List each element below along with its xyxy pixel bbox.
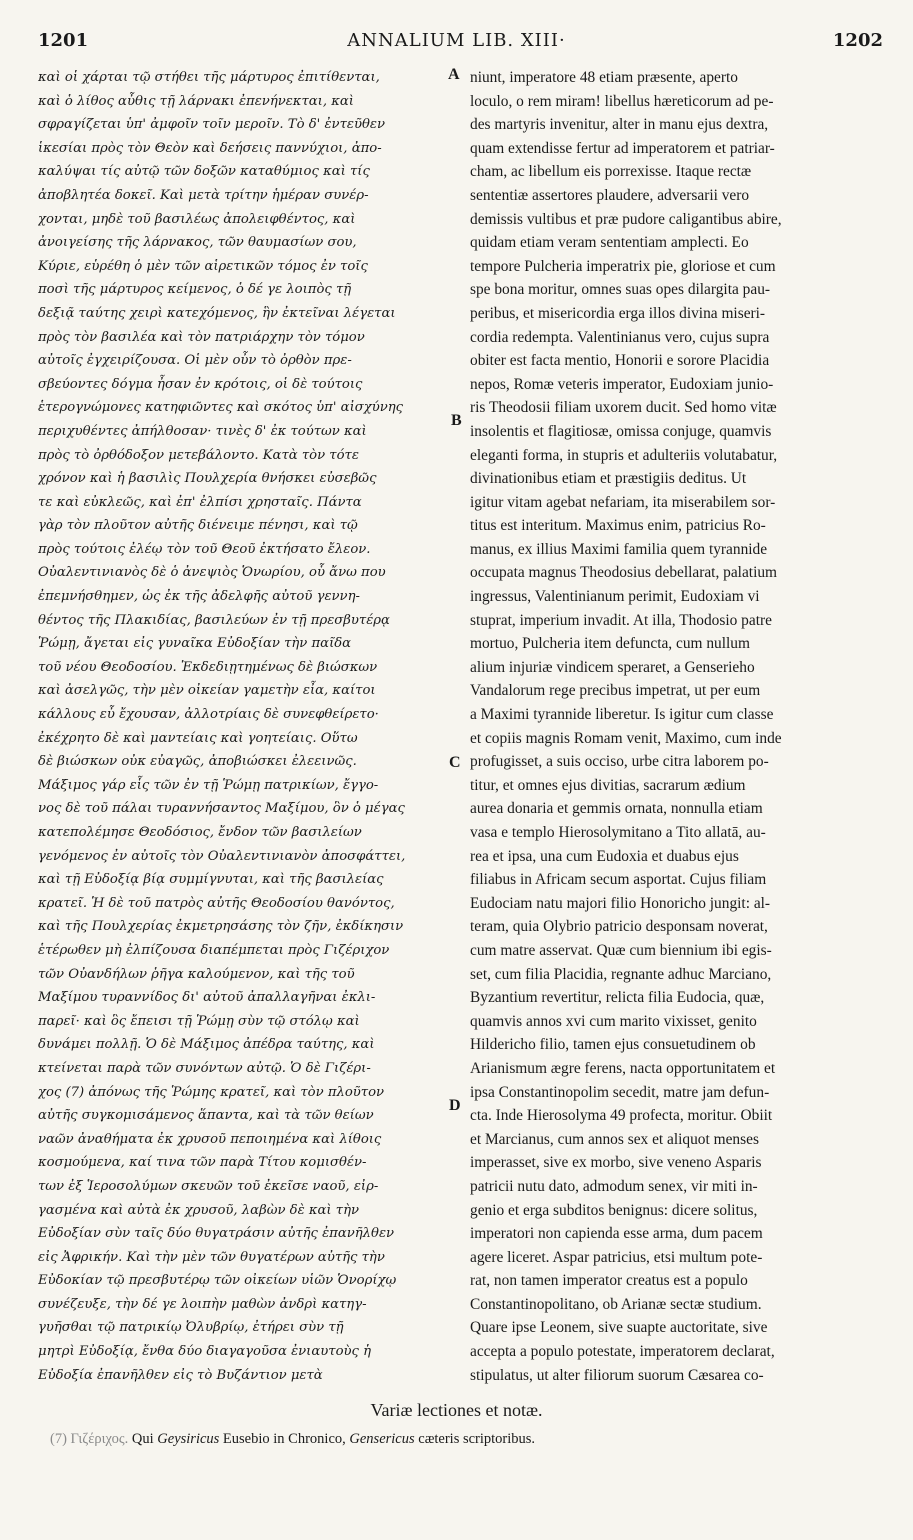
latin-text-line: profugisset, a suis occiso, urbe citra laborem po- <box>470 753 769 771</box>
greek-text-line: καὶ ὁ λίθος αὖθις τῇ λάρνακι ἐπενήνεκται, καὶ <box>38 93 354 109</box>
greek-text-line: συνέζευξε, τὴν δέ γε λοιπὴν μαθὼν ἀνδρὶ κατηγ- <box>38 1296 367 1312</box>
greek-text-line: εἰς Ἀφρικήν. Καὶ τὴν μὲν τῶν θυγατέρων αὐτῆς τὴν <box>38 1249 385 1265</box>
section-marker-d: D <box>449 1097 461 1114</box>
latin-text-line: cum matre asservat. Quæ cum biennium ibi egis- <box>470 941 772 959</box>
greek-text-line: κρατεῖ. Ἡ δὲ τοῦ πατρὸς αὐτῆς Θεοδοσίου θανόντος, <box>38 895 395 911</box>
greek-text-line: ἱκεσίαι πρὸς τὸν Θεὸν καὶ δεήσεις παννύχιοι, ἀπο- <box>38 140 382 156</box>
latin-text-line: vasa e templo Hierosolymitano a Tito allatā, au- <box>470 824 766 841</box>
greek-text-line: σφραγίζεται ὑπ' ἀμφοῖν τοῖν μεροῖν. Τὸ δ' ἐντεῦθεν <box>38 117 385 133</box>
greek-text-line: Μαξίμου τυραννίδος δι' αὐτοῦ ἀπαλλαγῆναι ἐκλι- <box>38 990 376 1006</box>
greek-text-line: Κύριε, εὑρέθη ὁ μὲν τῶν αἱρετικῶν τόμος ἐν τοῖς <box>38 258 368 274</box>
page-number-left: 1201 <box>38 30 89 51</box>
greek-text-line: καὶ τῆς Πουλχερίας ἐκμετρησάσης τὸν ζῆν, ἐκδίκησιν <box>38 919 404 935</box>
greek-text-line: ναῶν ἀναθήματα ἐκ χρυσοῦ πεποιημένα καὶ λίθοις <box>38 1131 382 1147</box>
greek-text-line: Μάξιμος γάρ εἷς τῶν ἐν τῇ Ῥώμῃ πατρικίων, ἔγγο- <box>38 777 379 793</box>
greek-text-line: κατεπολέμησε Θεοδόσιος, ἔνδον τῶν βασιλείων <box>38 825 362 840</box>
notes-heading: Variæ lectiones et notæ. <box>370 1400 543 1420</box>
latin-text-line: agere liceret. Aspar patricius, etsi multum pote- <box>470 1248 763 1266</box>
latin-text-line: set, cum filia Placidia, regnante adhuc Marciano, <box>470 965 772 983</box>
footnote-ref: (7) Γιζέριχος. <box>50 1431 129 1447</box>
greek-text-line: Εὐδοκίαν τῷ πρεσβυτέρῳ τῶν οἰκείων υἱῶν Ὁνορίχῳ <box>38 1273 397 1289</box>
latin-text-line: loculo, o rem miram! libellus hæreticorum ad pe- <box>470 92 774 110</box>
greek-text-line: κοσμούμενα, καί τινα τῶν παρὰ Τίτου κομισθέν- <box>38 1155 367 1171</box>
greek-text-line: περιχυθέντες ἀπήλθοσαν· τινὲς δ' ἐκ τούτων καὶ <box>38 423 367 439</box>
page-number-right: 1202 <box>832 30 883 51</box>
latin-text-line: Constantinopolitano, ob Arianæ sectæ studium. <box>470 1295 762 1313</box>
latin-text-line: cham, ac libellum eis porrexisse. Itaque rectæ <box>470 163 752 181</box>
latin-text-line: cta. Inde Hierosolyma 49 profecta, moritur. Obiit <box>470 1107 773 1125</box>
latin-text-line: spe bona moritur, omnes suas opes dilargita pau- <box>470 281 771 299</box>
greek-text-line: πρὸς τὸν βασιλέα καὶ τὸν πατριάρχην τὸν τόμον <box>38 329 365 345</box>
greek-text-line: καὶ οἱ χάρται τῷ στήθει τῆς μάρτυρος ἐπιτίθενται, <box>38 70 380 85</box>
greek-text-line: χος (7) ἀπόνως τῆς Ῥώμης κρατεῖ, καὶ τὸν πλοῦτον <box>38 1084 385 1100</box>
latin-text-line: peribus, et misericordia erga illos divina miseri- <box>470 304 766 322</box>
greek-text-line: καλύψαι τίς αὐτῷ τῶν δοξῶν καταθύμιος καὶ τίς <box>38 164 370 180</box>
latin-column <box>470 66 878 1387</box>
latin-text-line: cordia redempta. Valentinianus vero, cujus supra <box>470 328 770 346</box>
greek-text-line: ἀνοιγείσης τῆς λάρνακος, τῶν θαυμασίων σου, <box>38 235 357 251</box>
greek-text-line: νος δὲ τοῦ πάλαι τυραννήσαντος Μαξίμου, ὃν ὁ μέγας <box>38 801 405 817</box>
latin-text-line: demissis vultibus et præ pudore caligantibus abire, <box>470 210 782 228</box>
greek-text-line: αὐτῆς συγκομισάμενος ἅπαντα, καὶ τὰ τῶν θείων <box>38 1108 374 1124</box>
latin-text-line: Byzantium revertitur, relicta filia Eudocia, quæ, <box>470 989 765 1007</box>
latin-text-line: mortuo, Pulcheria item defuncta, cum nullum <box>470 635 750 653</box>
latin-text-line: titus est interitum. Maximus enim, patricius Ro- <box>470 517 766 535</box>
greek-text-line: Οὐαλεντινιανὸς δὲ ὁ ἀνεψιὸς Ὁνωρίου, οὗ ἄνω που <box>38 565 386 581</box>
greek-text-line: καὶ τῇ Εὐδοξίᾳ βίᾳ συμμίγνυται, καὶ τῆς βασιλείας <box>38 872 384 888</box>
latin-text-line: Vandalorum rege precibus impetrat, ut per eum <box>470 682 761 700</box>
latin-text-line: titur, et omnes ejus divitias, sacrarum ædium <box>470 776 746 794</box>
greek-text-line: σβεύοντες δόγμα ἦσαν ἐν κρότοις, οἱ δὲ τούτοις <box>38 376 363 392</box>
greek-text-line: δὲ βιώσκων οὐκ εὐαγῶς, ἀποβιώσκει ἐλεεινῶς. <box>38 754 357 770</box>
greek-text-line: τε καὶ εὐκλεῶς, καὶ ἐπ' ἐλπίσι χρησταῖς. Πάντα <box>38 494 362 510</box>
greek-text-line: μητρὶ Εὐδοξίᾳ, ἔνθα δύο διαγαγοῦσα ἐνιαυτοὺς ἡ <box>38 1344 372 1360</box>
latin-text-line: alium injuriæ vindicem speraret, a Genserieho <box>470 658 755 676</box>
running-title: ANNALIUM LIB. XIII· <box>347 30 566 51</box>
latin-text-line: stipulatus, ut alter filiorum suorum Cæsarea co- <box>470 1366 764 1384</box>
greek-text-line: Ῥώμῃ, ἄγεται εἰς γυναῖκα Εὐδοξίαν τὴν παῖδα <box>38 636 352 652</box>
latin-text-line: et Marcianus, cum annos sex et aliquot menses <box>470 1130 759 1148</box>
latin-text-line: imperasset, sive ex morbo, sive veneno Asparis <box>470 1154 762 1172</box>
greek-text-line: δυνάμει πολλῇ. Ὁ δὲ Μάξιμος ἀπέδρα ταύτης, καὶ <box>38 1037 375 1053</box>
greek-text-line: παρεῖ· καὶ ὃς ἔπεισι τῇ Ῥώμῃ σὺν τῷ στόλῳ καὶ <box>38 1013 360 1029</box>
greek-text-line: αὐτοῖς ἐγχειρίζουσα. Οἱ μὲν οὖν τὸ ὀρθὸν πρε- <box>38 353 352 369</box>
latin-text-line: patricii nutu dato, admodum senex, vir miti in- <box>470 1177 758 1195</box>
latin-text-line: divinationibus etiam et præstigiis deditus. Ut <box>470 470 747 488</box>
latin-text-line: stuprat, imperium invadit. At illa, Thodosio patre <box>470 611 772 629</box>
greek-text-line: ἐκέχρητο δὲ καὶ μαντείαις καὶ γοητείαις. Οὕτω <box>38 730 358 746</box>
latin-text-line: tempore Pulcheria imperatrix pie, gloriose et cum <box>470 257 776 275</box>
latin-text-line: teram, quia Olybrio patricio desponsam noverat, <box>470 918 768 936</box>
greek-text-line: θέντος τῆς Πλακιδίας, βασιλεύων ἐν τῇ πρεσβυτέρᾳ <box>38 612 390 628</box>
latin-text-line: manus, ex illius Maximi familia quem tyrannide <box>470 540 768 558</box>
greek-text-line: ἐπεμνήσθημεν, ὡς ἐκ τῆς ἀδελφῆς αὐτοῦ γεννη- <box>38 589 360 605</box>
section-marker-a: A <box>448 66 460 83</box>
latin-text-line: des martyris invenitur, alter in manu ejus dextra, <box>470 116 769 134</box>
latin-text-line: Arianismum ægre ferens, nacta opportunitatem et <box>470 1059 776 1077</box>
latin-text-line: nepos, Romæ veteris imperator, Eudoxiam junio- <box>470 375 774 393</box>
greek-text-line: ποσὶ τῆς μάρτυρος κείμενος, ὁ δέ γε λοιπὸς τῇ <box>38 282 352 298</box>
latin-text-line: insolentis et flagitiosæ, omissa conjuge, quamvis <box>470 422 772 440</box>
greek-text-line: Εὐδοξίαν σὺν ταῖς δύο θυγατράσιν αὐτῆς ἐπανῆλθεν <box>38 1226 395 1242</box>
greek-text-line: καὶ ἀσελγῶς, τὴν μὲν οἰκείαν γαμετὴν εἶα, καίτοι <box>38 683 376 699</box>
greek-text-line: γασμένα καὶ αὐτὰ ἐκ χρυσοῦ, λαβὼν δὲ καὶ τὴν <box>38 1202 359 1218</box>
footnote-text-2: Eusebio in Chronico, <box>222 1431 346 1447</box>
greek-text-line: χρόνον καὶ ἡ βασιλὶς Πουλχερία θνήσκει εὐσεβῶς <box>38 471 377 487</box>
latin-text-line: quidam etiam veram sententiam amplecti. Eo <box>470 234 749 252</box>
greek-text-line: πρὸς τούτοις ἐλέῳ τὸν τοῦ Θεοῦ ἐκτήσατο ἔλεον. <box>38 541 371 557</box>
latin-text-line: occupata magnus Theodosius debellarat, palatium <box>470 564 778 582</box>
footnote-text-3: cæteris scriptoribus. <box>418 1431 536 1447</box>
latin-text-line: imperatori non capienda esse arma, dum pacem <box>470 1225 763 1243</box>
latin-text-line: niunt, imperatore 48 etiam præsente, aperto <box>470 69 738 86</box>
greek-text-line: χονται, μηδὲ τοῦ βασιλέως ἀπολειφθέντος, καὶ <box>38 211 356 227</box>
latin-text-line: eleganti forma, in stupris et adulteriis volutabatur, <box>470 446 778 464</box>
greek-text-line: κτείνεται παρὰ τῶν συνόντων αὐτῷ. Ὁ δὲ Γιζέρι- <box>38 1060 371 1076</box>
latin-text-line: a Maximi tyrannide liberetur. Is igitur cum classe <box>470 706 774 724</box>
latin-text-line: accepta a populo potestate, imperatorem declarat, <box>470 1343 775 1361</box>
greek-text-line: ἑτερογνώμονες κατηφιῶντες καὶ σκότος ὑπ' αἰσχύνης <box>38 400 404 416</box>
greek-text-line: πρὸς τὸ ὀρθόδοξον μετεβάλοντο. Κατὰ τὸν τότε <box>38 447 359 463</box>
latin-text-line: Quare ipse Leonem, sive suapte auctoritate, sive <box>470 1319 768 1337</box>
footnote-text-1: Qui <box>131 1431 154 1447</box>
latin-text-line: filiabus in Africam secum asportat. Cujus filiam <box>470 871 767 889</box>
latin-text-line: et copiis magnis Romam venit, Maximo, cum inde <box>470 729 782 747</box>
latin-text-line: Eudociam natu majori filio Honoricho jungit: al- <box>470 894 771 912</box>
greek-text-line: τοῦ νέου Θεοδοσίου. Ἐκδεδιῃτημένως δὲ βιώσκων <box>38 659 378 675</box>
greek-text-line: δεξιᾷ ταύτης χειρὶ κατεχόμενος, ἣν ἐκτεῖναι λέγεται <box>38 305 396 321</box>
latin-text-line: Hildericho filio, tamen ejus consuetudinem ob <box>470 1036 756 1054</box>
greek-column <box>38 66 448 1387</box>
greek-text-line: κάλλους εὖ ἔχουσαν, ἀλλοτρίαις δὲ συνεφθείρετο· <box>38 707 379 723</box>
greek-text-line: των ἐξ Ἱεροσολύμων σκευῶν τοῦ ἐκεῖσε ναοῦ, εἰρ- <box>38 1178 379 1194</box>
latin-text-line: rea et ipsa, una cum Eudoxia et duabus ejus <box>470 847 739 865</box>
section-marker-c: C <box>449 754 461 771</box>
greek-text-line: γυῆσθαι τῷ πατρικίῳ Ὀλυβρίῳ, ἐτήρει σὺν τῇ <box>38 1320 344 1336</box>
latin-text-line: rat, non tamen imperator creatus est a populo <box>470 1272 748 1290</box>
footnote-italic-2: Gensericus <box>349 1431 415 1447</box>
latin-text-line: aurea donaria et gemmis ornata, nonnulla etiam <box>470 800 763 818</box>
latin-text-line: quam extendisse fertur ad imperatorem et patriar- <box>470 139 775 157</box>
latin-text-line: igitur vitam agebat nefariam, ita miserabilem sor- <box>470 493 776 511</box>
greek-text-line: τῶν Οὐανδήλων ῥῆγα καλούμενον, καὶ τῆς τοῦ <box>38 966 355 982</box>
latin-text-line: ipsa Constantinopolim secedit, matre jam defun- <box>470 1083 770 1101</box>
latin-text-line: quamvis annos xvi cum marito vixisset, genito <box>470 1012 757 1030</box>
greek-text-line: γὰρ τὸν πλοῦτον αὐτῆς διένειμε πένησι, καὶ τῷ <box>38 518 358 534</box>
latin-text-line: obiter est facta mentio, Honorii e sorore Placidia <box>470 352 770 370</box>
greek-text-line: Εὐδοξία ἐπανῆλθεν εἰς τὸ Βυζάντιον μετὰ <box>38 1367 323 1383</box>
section-marker-b: B <box>451 412 462 429</box>
latin-text-line: genio et erga subditos benignus: dicere solitus, <box>470 1201 758 1219</box>
latin-text-line: ris Theodosii filiam uxorem ducit. Sed homo vitæ <box>470 399 777 417</box>
footnote <box>50 1431 880 1448</box>
greek-text-line: ἑτέρωθεν μὴ ἐλπίζουσα διαπέμπεται πρὸς Γιζέριχον <box>38 942 390 958</box>
footnote-italic-1: Geysiricus <box>157 1431 220 1447</box>
greek-text-line: ἀποβλητέα δοκεῖ. Καὶ μετὰ τρίτην ἡμέραν συνέρ- <box>38 187 369 203</box>
latin-text-line: ingressus, Valentinianum perimit, Eudoxiam vi <box>470 588 760 606</box>
greek-text-line: γενόμενος ἐν αὐτοῖς τὸν Οὐαλεντινιανὸν ἀποσφάττει, <box>38 848 406 864</box>
latin-text-line: sententiæ assertores plaudere, adversarii vero <box>470 186 750 204</box>
